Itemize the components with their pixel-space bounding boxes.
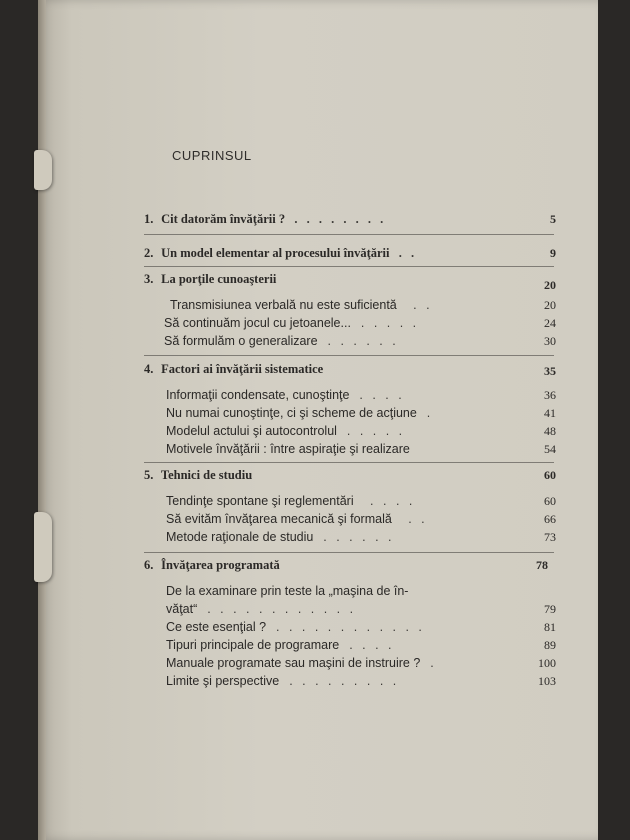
- page-number: 41: [544, 406, 556, 420]
- dot-leader: . . . . . . . . . . . .: [269, 620, 425, 634]
- chapter-number: 1.: [144, 212, 154, 226]
- toc-chapter-5: [144, 466, 556, 484]
- toc-chapter-6: [144, 556, 548, 574]
- chapter-title: La porţile cunoaşterii: [161, 272, 277, 286]
- toc-section: [166, 654, 556, 672]
- toc-section: [164, 332, 556, 350]
- toc-chapter-2: [144, 244, 556, 262]
- section-title: Transmisiunea verbală nu este suficientă: [170, 298, 397, 312]
- dot-leader: . .: [392, 246, 418, 260]
- chapter-title: Învăţarea programată: [161, 558, 280, 572]
- page-number: 79: [544, 602, 556, 616]
- dot-leader: . . . .: [357, 494, 416, 508]
- chapter-divider: [144, 552, 554, 553]
- dot-leader: . . . . .: [340, 424, 406, 438]
- page-number: 35: [544, 364, 556, 378]
- chapter-title: Tehnici de studiu: [160, 468, 253, 482]
- chapter-title: Un model elementar al procesului învăţării: [161, 246, 390, 260]
- section-title: Motivele învăţării : între aspiraţie şi realizare: [166, 442, 410, 456]
- dot-leader: . . . . .: [354, 316, 420, 330]
- dot-leader: . . . . . . . . .: [282, 674, 400, 688]
- toc-section: [166, 422, 556, 440]
- page-number: 103: [538, 674, 556, 688]
- page-number: 48: [544, 424, 556, 438]
- toc-section: [166, 618, 556, 636]
- section-title: Nu numai cunoştinţe, ci şi scheme de acţiune: [166, 406, 417, 420]
- page-number: 9: [550, 246, 556, 260]
- section-title: Informaţii condensate, cunoştinţe: [166, 388, 350, 402]
- toc-section: [166, 510, 556, 528]
- dot-leader: . . . . . .: [316, 530, 395, 544]
- dot-leader: .: [423, 656, 437, 670]
- chapter-divider: [144, 462, 554, 463]
- toc-section: [164, 314, 556, 332]
- dot-leader: . . . . . .: [321, 334, 399, 348]
- dot-leader: . . . .: [352, 388, 405, 402]
- chapter-title: Factori ai învăţării sistematice: [161, 362, 324, 376]
- section-title: Să evităm învăţarea mecanică şi formală: [166, 512, 392, 526]
- page-number: 60: [544, 494, 556, 508]
- page-number: 36: [544, 388, 556, 402]
- section-title: Modelul actului şi autocontrolul: [166, 424, 337, 438]
- chapter-number: 2.: [144, 246, 154, 260]
- dot-leader: . . . .: [342, 638, 395, 652]
- dot-leader: . .: [395, 512, 428, 526]
- page-number: 81: [544, 620, 556, 634]
- section-title: Să continuăm jocul cu jetoanele...: [164, 316, 351, 330]
- dot-leader: . . . . . . . .: [288, 212, 387, 226]
- toc-section: [166, 404, 556, 422]
- section-title: Limite şi perspective: [166, 674, 280, 688]
- dot-leader: . . . . . . . . . . . .: [200, 602, 357, 616]
- section-title: văţat“: [166, 602, 198, 616]
- page-number: 24: [544, 316, 556, 330]
- toc-chapter-3: [144, 270, 556, 292]
- page-number: 30: [544, 334, 556, 348]
- toc-section: [170, 296, 556, 314]
- toc-section: [166, 528, 556, 546]
- section-title: Metode raţionale de studiu: [166, 530, 314, 544]
- page-number: 66: [544, 512, 556, 526]
- section-title: De la examinare prin teste la „maşina de în-: [166, 584, 409, 598]
- toc-section: [166, 386, 556, 404]
- section-title: Manuale programate sau maşini de instruire ?: [166, 656, 421, 670]
- chapter-number: 3.: [144, 272, 154, 286]
- page-number: 54: [544, 442, 556, 456]
- section-title: Să formulăm o generalizare: [164, 334, 318, 348]
- page-number: 20: [544, 298, 556, 312]
- section-title: Tendinţe spontane şi reglementări: [166, 494, 354, 508]
- chapter-number: 6.: [144, 558, 154, 572]
- chapter-divider: [144, 266, 554, 267]
- page-number: 60: [544, 468, 556, 482]
- section-title: Tipuri principale de programare: [166, 638, 340, 652]
- chapter-title: Cit datorăm învăţării ?: [161, 212, 286, 226]
- toc-section: [166, 636, 556, 654]
- chapter-number: 4.: [144, 362, 154, 376]
- toc-section: [166, 600, 556, 618]
- chapter-divider: [144, 234, 554, 235]
- toc-heading: CUPRINSUL: [172, 148, 252, 163]
- page-number: 89: [544, 638, 556, 652]
- page-number: 20: [544, 278, 556, 292]
- page-number: 73: [544, 530, 556, 544]
- toc-section: [166, 440, 556, 458]
- page-number: 5: [550, 212, 556, 226]
- toc-section: [166, 582, 556, 600]
- toc-chapter-1: [144, 210, 556, 228]
- dot-leader: .: [420, 406, 434, 420]
- chapter-number: 5.: [144, 468, 154, 482]
- page-number: 100: [538, 656, 556, 670]
- section-title: Ce este esenţial ?: [166, 620, 267, 634]
- toc-chapter-4: [144, 360, 556, 378]
- page-number: 78: [536, 558, 548, 572]
- toc-section: [166, 492, 556, 510]
- dot-leader: . .: [400, 298, 433, 312]
- toc-section: [166, 672, 556, 690]
- chapter-divider: [144, 355, 554, 356]
